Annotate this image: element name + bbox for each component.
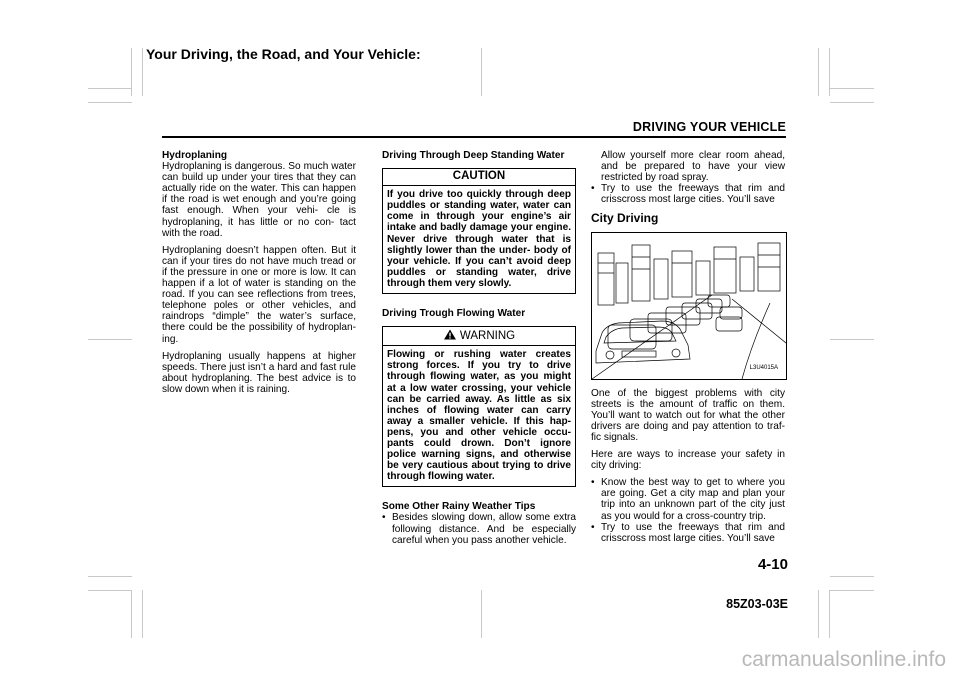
paragraph: Here are ways to increase your safety in city driving: <box>591 449 785 472</box>
crop-mark <box>481 590 482 638</box>
list-item: • Know the best way to get to where you are going. Get a city map and plan your trip into an unknown part of the city just as you would for a cross-country trip. <box>591 477 785 521</box>
crop-mark <box>830 339 874 340</box>
heading-flowing-water: Driving Trough Flowing Water <box>382 308 526 320</box>
paragraph: Allow yourself more clear room ahead, and be prepared to have your view restricted by road spray. <box>601 150 785 184</box>
crop-mark <box>88 102 132 103</box>
column-right <box>591 150 785 550</box>
crop-mark <box>830 102 874 103</box>
heading-hydroplaning: Hydroplaning <box>162 150 228 161</box>
crop-mark <box>830 576 874 577</box>
warning-header <box>383 327 575 346</box>
warning-title: WARNING <box>459 330 516 343</box>
column-left <box>162 150 356 401</box>
caution-text: If you drive too quickly through deep puddles or standing water, water can come in through your engine’s air intake and badly damage your engine. Never drive through water that is slightly lower than the under- body of your vehicle. If you can’t avoid deep puddles or standing water, drive through them very slowly. <box>387 189 571 289</box>
running-head: Your Driving, the Road, and Your Vehicle: <box>146 46 421 62</box>
crop-mark <box>818 590 819 638</box>
tips-list-continued <box>591 183 785 205</box>
paragraph: Hydroplaning doesn’t happen often. But it can if your tires do not have much tread or if the pressure in one or more is low. It can happen if a lot of water is standing on the road. If you can see reflections from trees, telephone poles or other vehicles, and raindrops “dimple” the water’s surface, there could be the possibility of hydroplan- ing. <box>162 244 356 345</box>
crop-mark <box>818 48 819 96</box>
watermark: carmanualsonline.info <box>741 648 946 671</box>
paragraph: One of the biggest problems with city streets is the amount of traffic on them. You’ll want to watch out for what the other drivers are doing and pay attention to traf- fic signals. <box>591 387 785 443</box>
list-item: • Besides slowing down, allow some extra following distance. And be especially careful when you pass another vehicle. <box>382 512 576 545</box>
list-item: • Try to use the freeways that rim and crisscross most large cities. You’ll save <box>591 183 785 205</box>
city-traffic-drawing <box>592 233 786 379</box>
heading-city-driving: City Driving <box>591 211 659 226</box>
heading-rainy-tips: Some Other Rainy Weather Tips <box>382 501 536 513</box>
column-middle <box>382 150 576 552</box>
crop-mark <box>829 590 830 638</box>
crop-mark <box>481 48 482 96</box>
paragraph: Hydroplaning is dangerous. So much water can build up under your tires that they can actually ride on the water. This can happen if the road is wet enough and you’re going fast enough. When your vehi- cle is hydroplaning, it has little or no con- tact with the road. <box>162 161 356 239</box>
list-item: • Try to use the freeways that rim and crisscross most large cities. You’ll save <box>591 522 785 544</box>
crop-mark <box>131 590 132 638</box>
paragraph: Hydroplaning usually happens at higher speeds. There just isn’t a hard and fast rule about hydroplaning. The best advice is to slow down when it is raining. <box>162 350 356 395</box>
figure-code: L3U4015A <box>749 365 778 372</box>
crop-mark <box>142 48 143 96</box>
crop-mark <box>88 88 132 89</box>
warning-text: Flowing or rushing water creates strong forces. If you try to drive through flowing water, as you might at a low water crossing, your vehicle can be carried away. As little as six inches of flowing water can carry away a smaller vehicle. If this hap- pens, you and other vehicle occu- pants could drown. Don’t ignore police warning signs, and otherwise be very cautious about trying to drive through flowing water. <box>387 349 571 483</box>
city-tips-list <box>591 477 785 544</box>
header-rule <box>162 136 786 138</box>
warning-box <box>382 326 576 487</box>
crop-mark <box>830 590 874 591</box>
caution-title: CAUTION <box>383 169 575 186</box>
caution-box <box>382 168 576 294</box>
document-code: 85Z03-03E <box>726 597 788 611</box>
crop-mark <box>142 590 143 638</box>
page-number: 4-10 <box>757 556 788 573</box>
heading-deep-water: Driving Through Deep Standing Water <box>382 150 565 161</box>
crop-mark <box>88 576 132 577</box>
crop-mark <box>88 590 132 591</box>
city-traffic-illustration <box>591 232 787 380</box>
crop-mark <box>830 88 874 89</box>
crop-mark <box>88 339 132 340</box>
section-title: DRIVING YOUR VEHICLE <box>632 120 786 134</box>
tips-list <box>382 512 576 545</box>
warning-triangle-icon <box>443 329 457 340</box>
